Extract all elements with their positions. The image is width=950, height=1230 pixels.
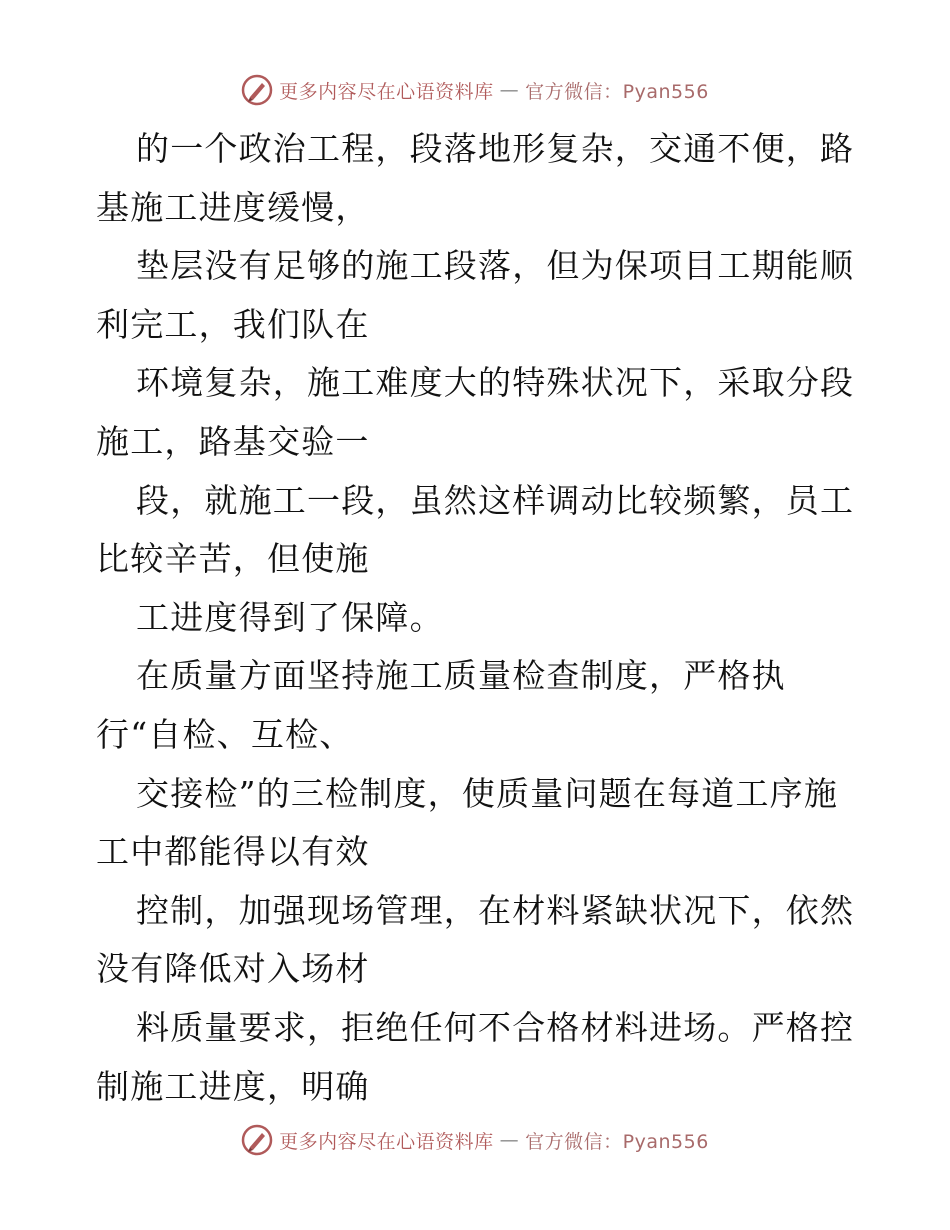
text-line: 控制，加强现场管理，在材料紧缺状况下，依然	[136, 890, 855, 930]
watermark-contact: 官方微信：Pyan556	[525, 1130, 709, 1153]
text-line: 利完工，我们队在	[96, 304, 370, 344]
watermark-separator: —	[499, 1129, 520, 1151]
text-line: 行“自检、互检、	[96, 714, 354, 754]
text-line: 料质量要求，拒绝任何不合格材料进场。严格控	[136, 1007, 855, 1047]
text-line: 基施工进度缓慢，	[96, 187, 370, 227]
footer-watermark	[0, 1124, 950, 1156]
watermark-contact: 官方微信：Pyan556	[525, 80, 709, 103]
text-line: 比较辛苦，但使施	[96, 539, 370, 579]
text-line: 制施工进度，明确	[96, 1066, 370, 1106]
text-line: 施工，路基交验一	[96, 421, 370, 461]
text-line: 的一个政治工程，段落地形复杂，交通不便，路	[136, 129, 855, 168]
text-line: 环境复杂，施工难度大的特殊状况下，采取分段	[136, 363, 855, 403]
text-line: 垫层没有足够的施工段落，但为保项目工期能顺	[136, 246, 855, 286]
text-line: 没有降低对入场材	[96, 949, 370, 989]
header-watermark	[0, 74, 950, 106]
pen-logo-icon	[241, 1124, 273, 1156]
pen-logo-icon	[241, 74, 273, 106]
text-line: 工进度得到了保障。	[136, 597, 444, 637]
text-line: 交接检”的三检制度，使质量问题在每道工序施	[136, 773, 839, 813]
watermark-text: 更多内容尽在心语资料库	[279, 80, 494, 103]
watermark-separator: —	[499, 79, 520, 101]
document-body	[96, 120, 856, 1116]
text-line: 工中都能得以有效	[96, 832, 370, 872]
watermark-text: 更多内容尽在心语资料库	[279, 1130, 494, 1153]
text-line: 段，就施工一段，虽然这样调动比较频繁，员工	[136, 480, 855, 520]
text-line: 在质量方面坚持施工质量检查制度，严格执	[136, 656, 786, 696]
